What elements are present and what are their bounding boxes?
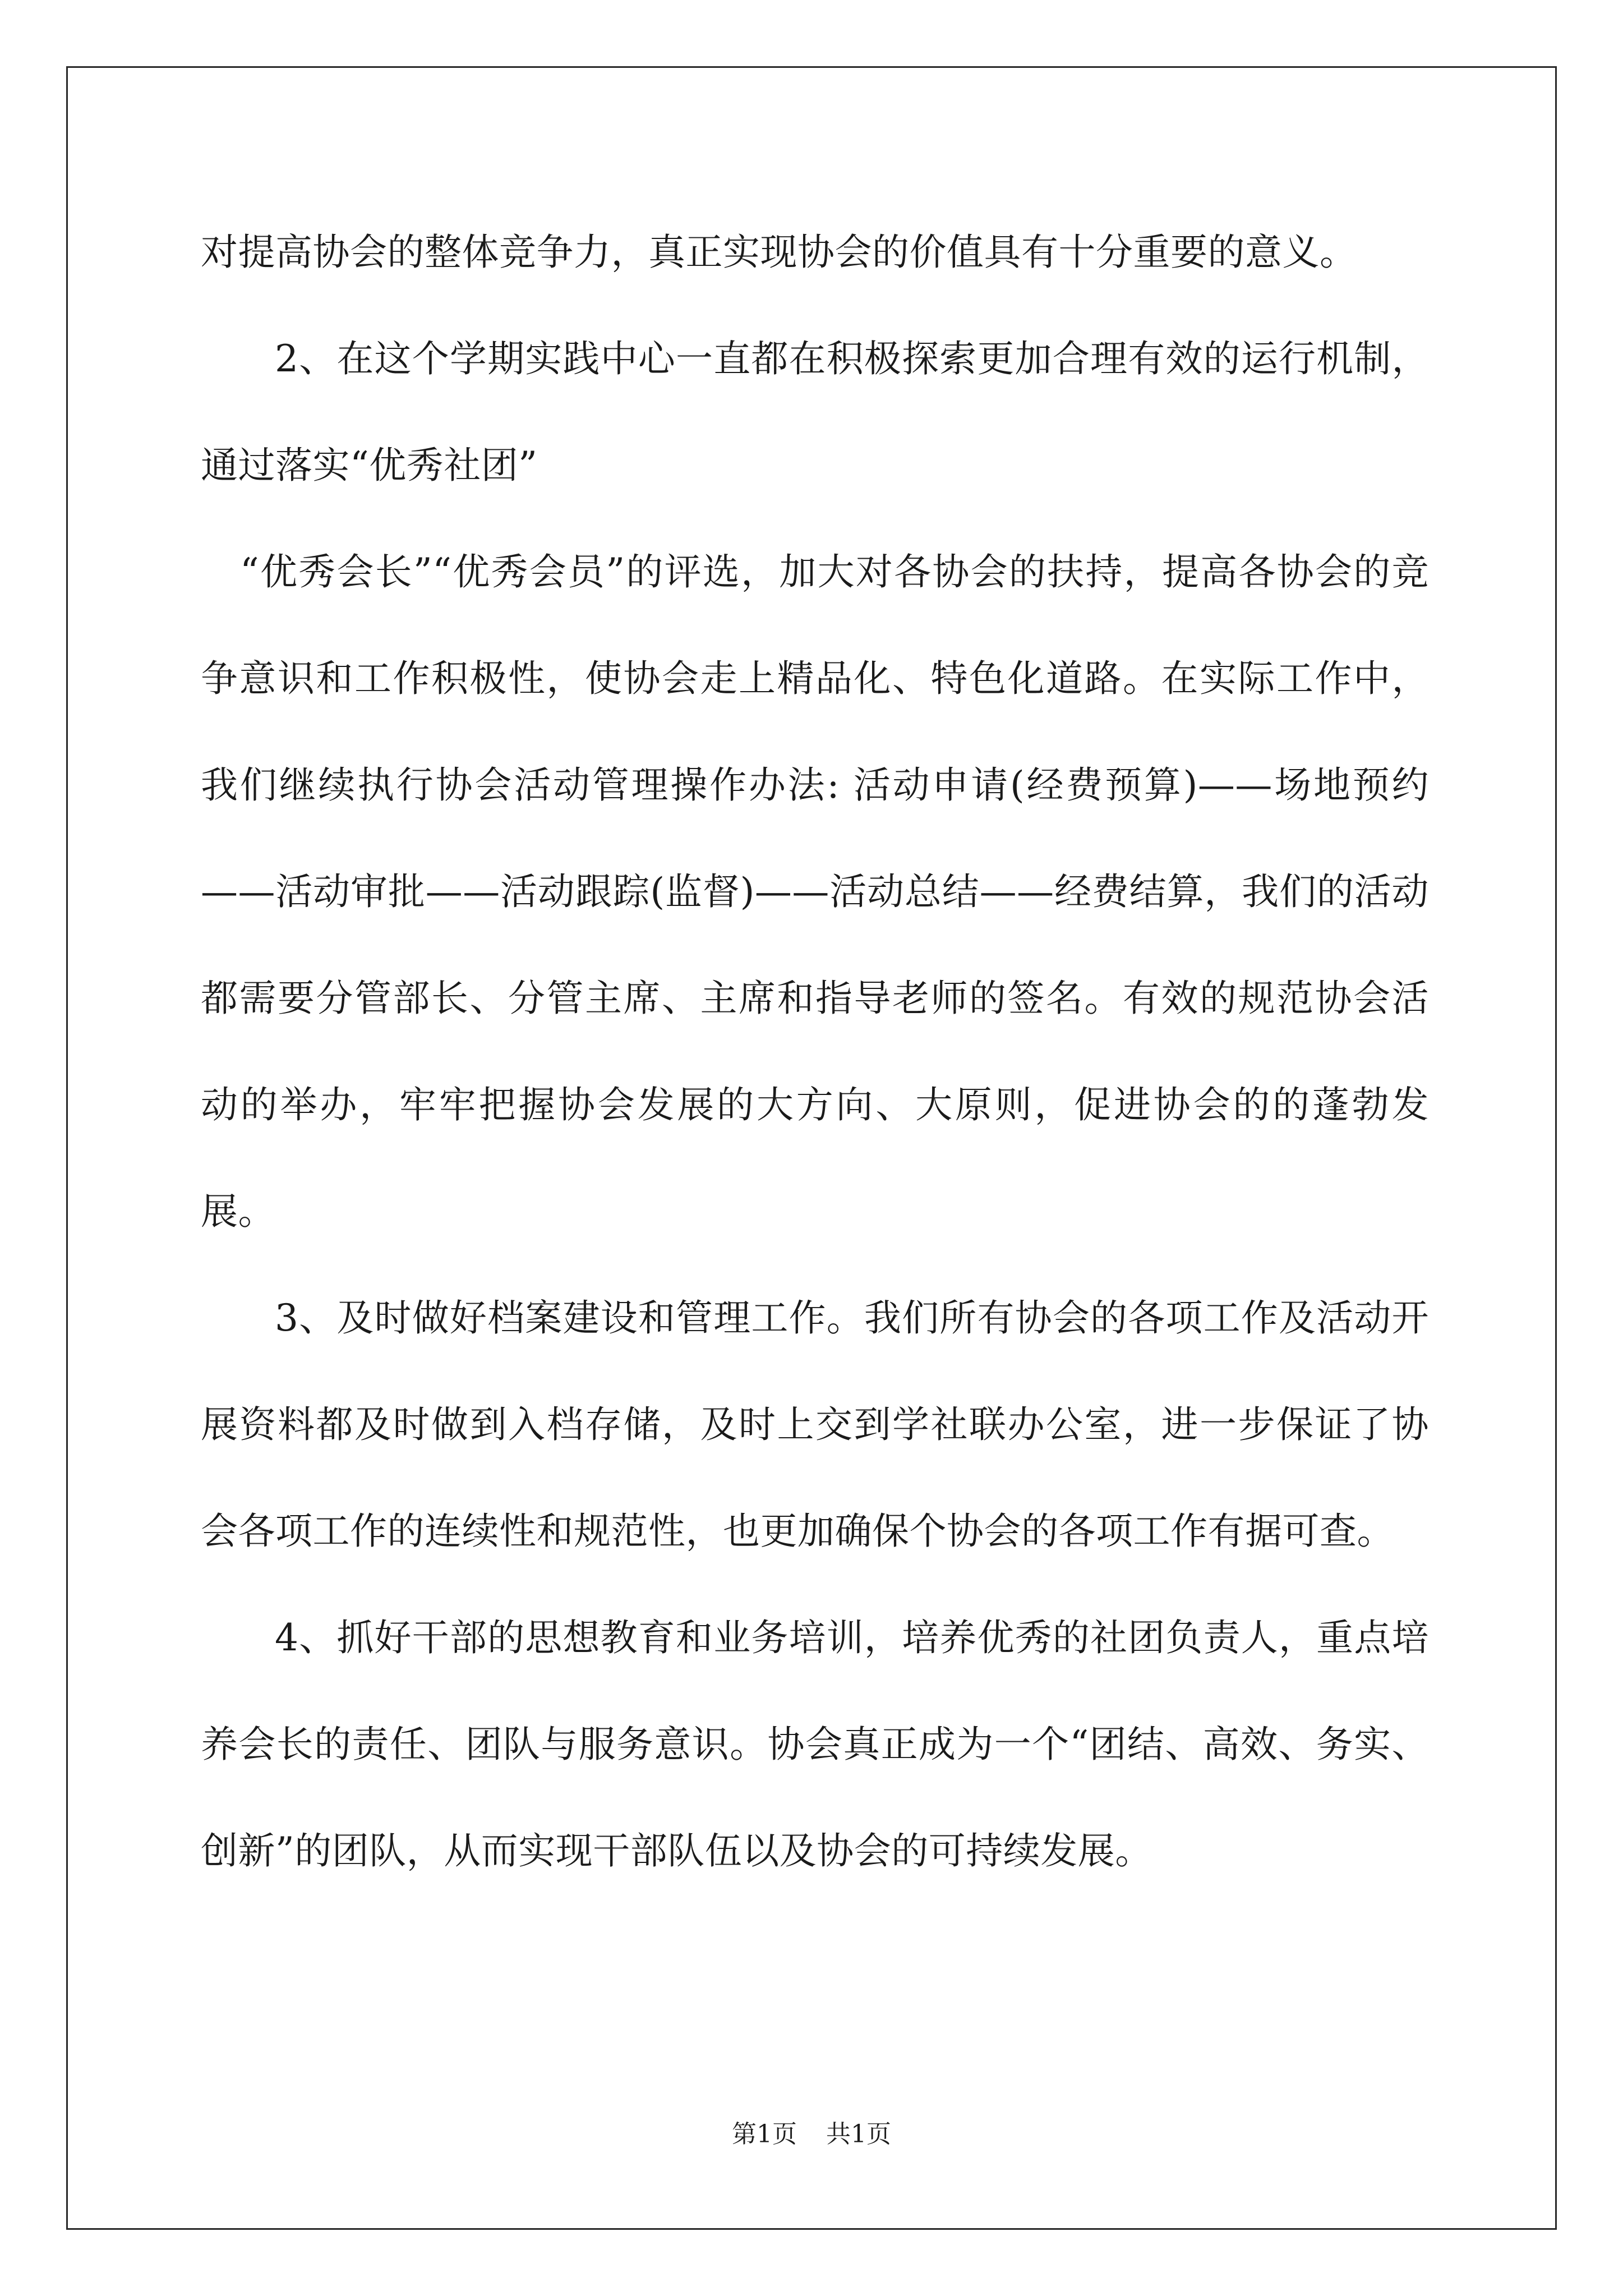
document-body: [201, 199, 1429, 1904]
page-footer: [0, 2114, 1623, 2150]
paragraph-3: “优秀会长”“优秀会员”的评选，加大对各协会的扶持，提高各协会的竞争意识和工作积极性，使协会走上精品化、特色化道路。在实际工作中，我们继续执行协会活动管理操作办法: 活动申请(经费预算)——场地预约——活动审批——活动跟踪(监督)——活动总结——经费结算，我们的活动都需要分管部长、分管主席、主席和指导老师的签名。有效的规范协会活动的举办，牢牢把握协会发展的大方向、大原则，促进协会的的蓬勃发展。: [201, 550, 1429, 1233]
paragraph-4: 3、及时做好档案建设和管理工作。我们所有协会的各项工作及活动开展资料都及时做到入档存储，及时上交到学社联办公室，进一步保证了协会各项工作的连续性和规范性，也更加确保个协会的各项工作有据可查。: [201, 1296, 1429, 1553]
page-number: 第1页: [732, 2120, 797, 2148]
paragraph-5: 4、抓好干部的思想教育和业务培训，培养优秀的社团负责人，重点培养会长的责任、团队与服务意识。协会真正成为一个“团结、高效、务实、创新”的团队，从而实现干部队伍以及协会的可持续发展。: [201, 1616, 1429, 1872]
paragraph-2: 2、在这个学期实践中心一直都在积极探索更加合理有效的运行机制，通过落实“优秀社团”: [201, 337, 1429, 487]
paragraph-1: 对提高协会的整体竞争力，真正实现协会的价值具有十分重要的意义。: [201, 231, 1357, 274]
page-total: 共1页: [826, 2120, 891, 2148]
